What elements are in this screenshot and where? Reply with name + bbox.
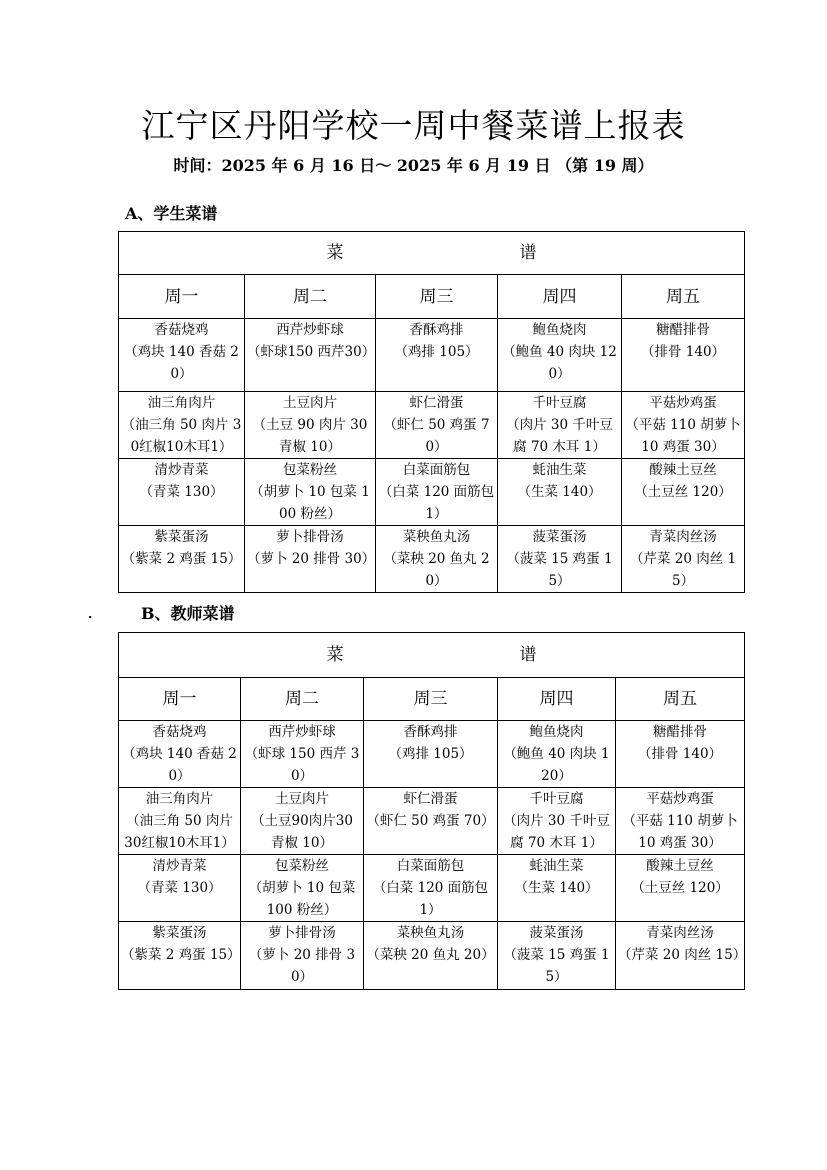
menu-banner (119, 633, 745, 678)
dish-ingredients: （鸡块 140 香菇 20） (122, 746, 237, 784)
day-header-thu: 周四 (498, 275, 622, 319)
dish-ingredients: （虾仁 50 鸡蛋 70） (366, 813, 495, 829)
menu-cell (119, 788, 241, 855)
dish-name: 鲍鱼烧肉 (532, 322, 587, 338)
dish-ingredients: （鸡排 105） (388, 746, 473, 762)
dish-name: 青菜肉丝汤 (646, 925, 714, 941)
dish-name: 蚝油生菜 (529, 858, 584, 874)
dish-name: 青菜肉丝汤 (649, 529, 717, 545)
dish-ingredients: （鲍鱼 40 肉块 120） (502, 344, 617, 382)
dish-name: 香酥鸡排 (409, 322, 464, 338)
menu-cell (616, 855, 745, 922)
page-title: 江宁区丹阳学校一周中餐菜谱上报表 (141, 106, 686, 145)
dish-name: 土豆肉片 (275, 791, 329, 807)
day-header-mon: 周一 (119, 275, 245, 319)
dish-ingredients: （胡萝卜 10 包菜 100 粉丝） (248, 880, 356, 918)
dish-ingredients: （平菇 110 胡萝卜 10 鸡蛋 30） (622, 813, 738, 851)
day-header-fri: 周五 (622, 275, 745, 319)
dish-name: 香菇烧鸡 (154, 322, 209, 338)
dish-ingredients: （青菜 130） (139, 484, 224, 500)
dish-ingredients: （虾仁 50 鸡蛋 70） (383, 417, 490, 455)
dish-name: 清炒青菜 (154, 462, 209, 478)
menu-cell (498, 788, 616, 855)
dish-name: 糖醋排骨 (653, 724, 708, 740)
banner-char: 谱 (519, 645, 537, 665)
menu-cell (622, 526, 745, 593)
menu-cell (119, 922, 241, 990)
dish-ingredients: （土豆90肉片30 青椒 10） (251, 813, 353, 851)
dish-name: 糖醋排骨 (656, 322, 711, 338)
dish-name: 西芹炒虾球 (276, 322, 344, 338)
dish-name: 紫菜蛋汤 (152, 925, 207, 941)
menu-cell (245, 319, 376, 392)
dish-name: 蚝油生菜 (532, 462, 587, 478)
menu-cell (241, 855, 364, 922)
dish-ingredients: （紫菜 2 鸡蛋 15） (121, 551, 242, 567)
student-menu-table (118, 231, 745, 593)
menu-cell (364, 922, 498, 990)
menu-cell (376, 392, 498, 459)
dish-name: 菜秧鱼丸汤 (402, 529, 471, 545)
menu-cell (241, 788, 364, 855)
dish-ingredients: （青菜 130） (137, 880, 222, 896)
day-header-mon: 周一 (119, 678, 241, 721)
day-header-wed: 周三 (364, 678, 498, 721)
day-header-tue: 周二 (241, 678, 364, 721)
menu-cell (245, 526, 376, 593)
dish-ingredients: （芹菜 20 肉丝 15） (629, 551, 737, 589)
menu-cell (498, 459, 622, 526)
menu-cell (622, 319, 745, 392)
dish-name: 酸辣土豆丝 (649, 462, 717, 478)
menu-cell (498, 319, 622, 392)
dish-ingredients: （鸡块 140 香菇 20） (124, 344, 239, 382)
dish-name: 萝卜排骨汤 (268, 925, 336, 941)
dish-ingredients: （芹菜 20 肉丝 15） (618, 947, 747, 963)
menu-cell (376, 319, 498, 392)
dish-name: 鲍鱼烧肉 (529, 724, 584, 740)
dish-name: 白菜面筋包 (396, 858, 465, 874)
menu-cell (622, 392, 745, 459)
dish-ingredients: （白菜 120 面筋包 1） (372, 880, 489, 918)
teacher-menu-table (118, 632, 745, 990)
day-header-wed: 周三 (376, 275, 498, 319)
dish-name: 平菇炒鸡蛋 (649, 395, 717, 411)
menu-cell (364, 721, 498, 788)
menu-cell (241, 922, 364, 990)
dish-ingredients: （虾球 150 西芹 30） (244, 746, 360, 784)
menu-cell (498, 721, 616, 788)
dish-ingredients: （萝卜 20 排骨 30） (248, 947, 356, 985)
dish-ingredients: （菜秧 20 鱼丸 20） (366, 947, 495, 963)
menu-cell (245, 392, 376, 459)
banner-char: 谱 (519, 243, 537, 263)
dish-ingredients: （肉片 30 千叶豆腐 70 木耳 1） (506, 417, 613, 455)
dish-name: 千叶豆腐 (529, 791, 584, 807)
dish-name: 平菇炒鸡蛋 (646, 791, 714, 807)
day-header-thu: 周四 (498, 678, 616, 721)
menu-cell (119, 319, 245, 392)
menu-cell (119, 459, 245, 526)
menu-cell (119, 855, 241, 922)
dish-name: 虾仁滑蛋 (409, 395, 464, 411)
dish-name: 香菇烧鸡 (152, 724, 207, 740)
dish-name: 紫菜蛋汤 (154, 529, 209, 545)
dish-name: 油三角肉片 (145, 791, 214, 807)
menu-cell (245, 459, 376, 526)
menu-cell (364, 788, 498, 855)
dish-ingredients: （排骨 140） (638, 746, 723, 762)
menu-cell (119, 721, 241, 788)
dish-ingredients: （白菜 120 面筋包 1） (378, 484, 495, 522)
menu-cell (498, 526, 622, 593)
dish-ingredients: （胡萝卜 10 包菜 100 粉丝） (250, 484, 370, 522)
dish-ingredients: （虾球150 西芹30） (247, 344, 376, 360)
dish-ingredients: （萝卜 20 排骨 30） (247, 551, 376, 567)
dish-name: 酸辣土豆丝 (646, 858, 714, 874)
dish-ingredients: （紫菜 2 鸡蛋 15） (121, 947, 241, 963)
menu-cell (376, 526, 498, 593)
dish-ingredients: （平菇 110 胡萝卜 10 鸡蛋 30） (625, 417, 741, 455)
dish-ingredients: （肉片 30 千叶豆腐 70 木耳 1） (503, 813, 610, 851)
menu-cell (616, 922, 745, 990)
dish-ingredients: （鸡排 105） (394, 344, 479, 360)
dish-name: 包菜粉丝 (275, 858, 329, 874)
dish-name: 千叶豆腐 (532, 395, 587, 411)
banner-char: 菜 (326, 243, 344, 263)
menu-cell (119, 392, 245, 459)
dish-name: 菜秧鱼丸汤 (396, 925, 465, 941)
banner-char: 菜 (326, 645, 344, 665)
dish-name: 土豆肉片 (283, 395, 337, 411)
dish-name: 白菜面筋包 (402, 462, 471, 478)
dish-name: 油三角肉片 (147, 395, 216, 411)
student-menu-heading: A、学生菜谱 (125, 204, 218, 223)
dish-name: 包菜粉丝 (283, 462, 337, 478)
dish-name: 菠菜蛋汤 (532, 529, 587, 545)
menu-cell (498, 855, 616, 922)
list-bullet: ． (88, 606, 102, 622)
menu-cell (498, 392, 622, 459)
dish-ingredients: （生菜 140） (514, 880, 599, 896)
dish-name: 菠菜蛋汤 (529, 925, 584, 941)
dish-ingredients: （油三角 50 肉片 30红椒10木耳1） (124, 813, 235, 851)
menu-cell (376, 459, 498, 526)
date-range: 时间：2025 年 6 月 16 日～ 2025 年 6 月 19 日 （第 19 周） (173, 156, 654, 175)
dish-ingredients: （菠菜 15 鸡蛋 15） (506, 551, 613, 589)
menu-cell (616, 721, 745, 788)
dish-ingredients: （土豆丝 120） (634, 484, 732, 500)
dish-name: 虾仁滑蛋 (403, 791, 458, 807)
dish-ingredients: （土豆丝 120） (631, 880, 729, 896)
teacher-menu-heading: B、教师菜谱 (141, 604, 235, 623)
dish-ingredients: （鲍鱼 40 肉块 120） (503, 746, 610, 784)
menu-banner (119, 232, 745, 275)
dish-ingredients: （油三角 50 肉片 30红椒10木耳1） (121, 417, 242, 455)
menu-cell (622, 459, 745, 526)
dish-ingredients: （菠菜 15 鸡蛋 15） (503, 947, 610, 985)
dish-name: 西芹炒虾球 (268, 724, 336, 740)
menu-cell (119, 526, 245, 593)
menu-cell (616, 788, 745, 855)
dish-ingredients: （生菜 140） (517, 484, 602, 500)
dish-name: 香酥鸡排 (403, 724, 458, 740)
day-header-fri: 周五 (616, 678, 745, 721)
dish-name: 清炒青菜 (152, 858, 207, 874)
dish-ingredients: （排骨 140） (641, 344, 726, 360)
dish-name: 萝卜排骨汤 (276, 529, 344, 545)
menu-cell (498, 922, 616, 990)
dish-ingredients: （土豆 90 肉片 30 青椒 10） (252, 417, 368, 455)
menu-cell (241, 721, 364, 788)
menu-cell (364, 855, 498, 922)
day-header-tue: 周二 (245, 275, 376, 319)
dish-ingredients: （菜秧 20 鱼丸 20） (383, 551, 490, 589)
